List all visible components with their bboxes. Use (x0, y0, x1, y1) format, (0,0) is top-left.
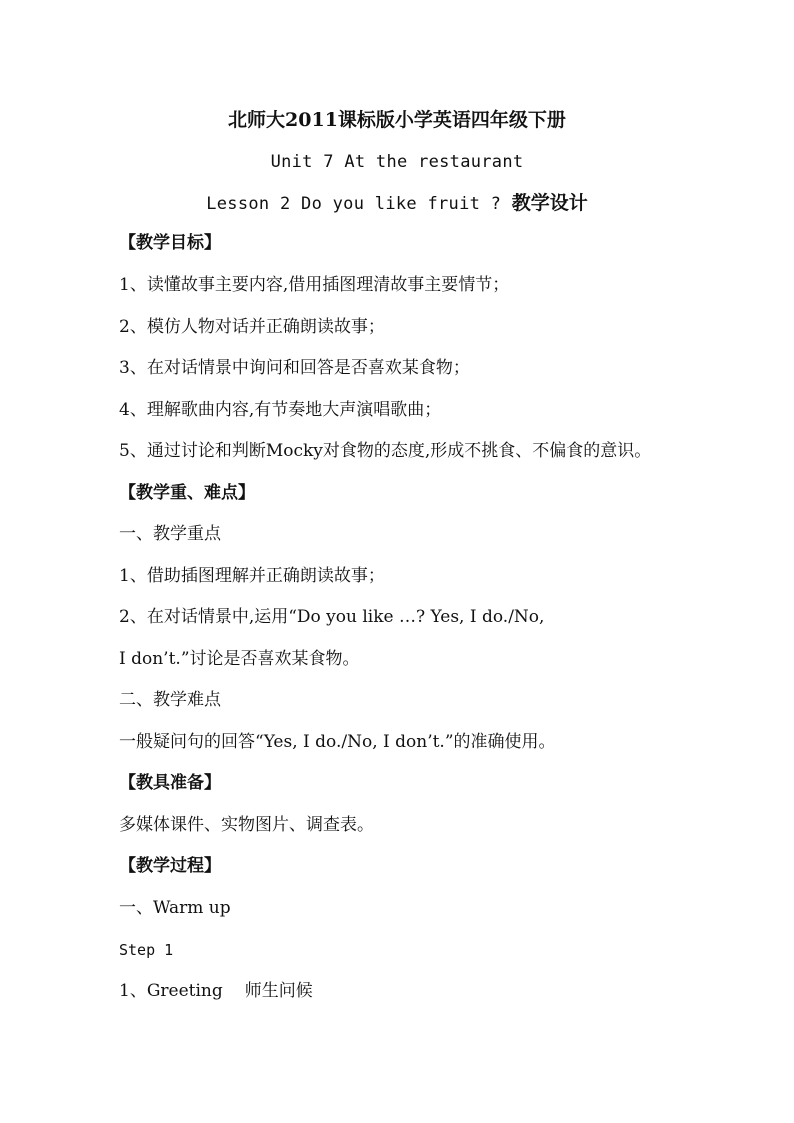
difficulty-item-1: 一般疑问句的回答“Yes, I do./No, I don’t.”的准确使用。 (119, 732, 556, 752)
lesson-title (0, 191, 794, 216)
unit-title: Unit 7 At the restaurant (270, 152, 524, 172)
key-point-item-2-line2: I don’t.”讨论是否喜欢某食物。 (119, 649, 360, 669)
key-points-subheading: 一、教学重点 (119, 524, 221, 544)
process-heading: 【教学过程】 (119, 856, 221, 876)
lesson-title-en: Lesson 2 Do you like fruit ? (206, 194, 512, 214)
objective-item-1: 1、读懂故事主要内容,借用插图理清故事主要情节； (119, 275, 510, 295)
objective-item-2: 2、模仿人物对话并正确朗读故事； (119, 317, 385, 337)
process-warmup: 一、Warm up (119, 898, 231, 918)
objective-item-3: 3、在对话情景中询问和回答是否喜欢某食物； (119, 358, 470, 378)
materials-heading: 【教具准备】 (119, 773, 221, 793)
objective-item-4: 4、理解歌曲内容,有节奏地大声演唱歌曲； (119, 400, 442, 420)
objective-item-5: 5、通过讨论和判断Mocky对食物的态度,形成不挑食、不偏食的意识。 (119, 441, 652, 461)
document-title: 北师大2011课标版小学英语四年级下册 (228, 109, 566, 131)
materials-text: 多媒体课件、实物图片、调查表。 (119, 815, 374, 835)
key-point-item-2-line1: 2、在对话情景中,运用“Do you like …? Yes, I do./No, (119, 607, 545, 627)
objectives-heading: 【教学目标】 (119, 233, 221, 253)
key-point-item-1: 1、借助插图理解并正确朗读故事； (119, 566, 385, 586)
lesson-title-cn: 教学设计 (511, 192, 588, 214)
process-item-1 (119, 979, 719, 1003)
process-item-1-en: 1、Greeting (119, 981, 223, 1001)
key-points-heading: 【教学重、难点】 (119, 483, 255, 503)
difficulty-subheading: 二、教学难点 (119, 690, 221, 710)
process-step: Step 1 (119, 941, 174, 959)
process-item-1-cn: 师生问候 (244, 981, 313, 1001)
